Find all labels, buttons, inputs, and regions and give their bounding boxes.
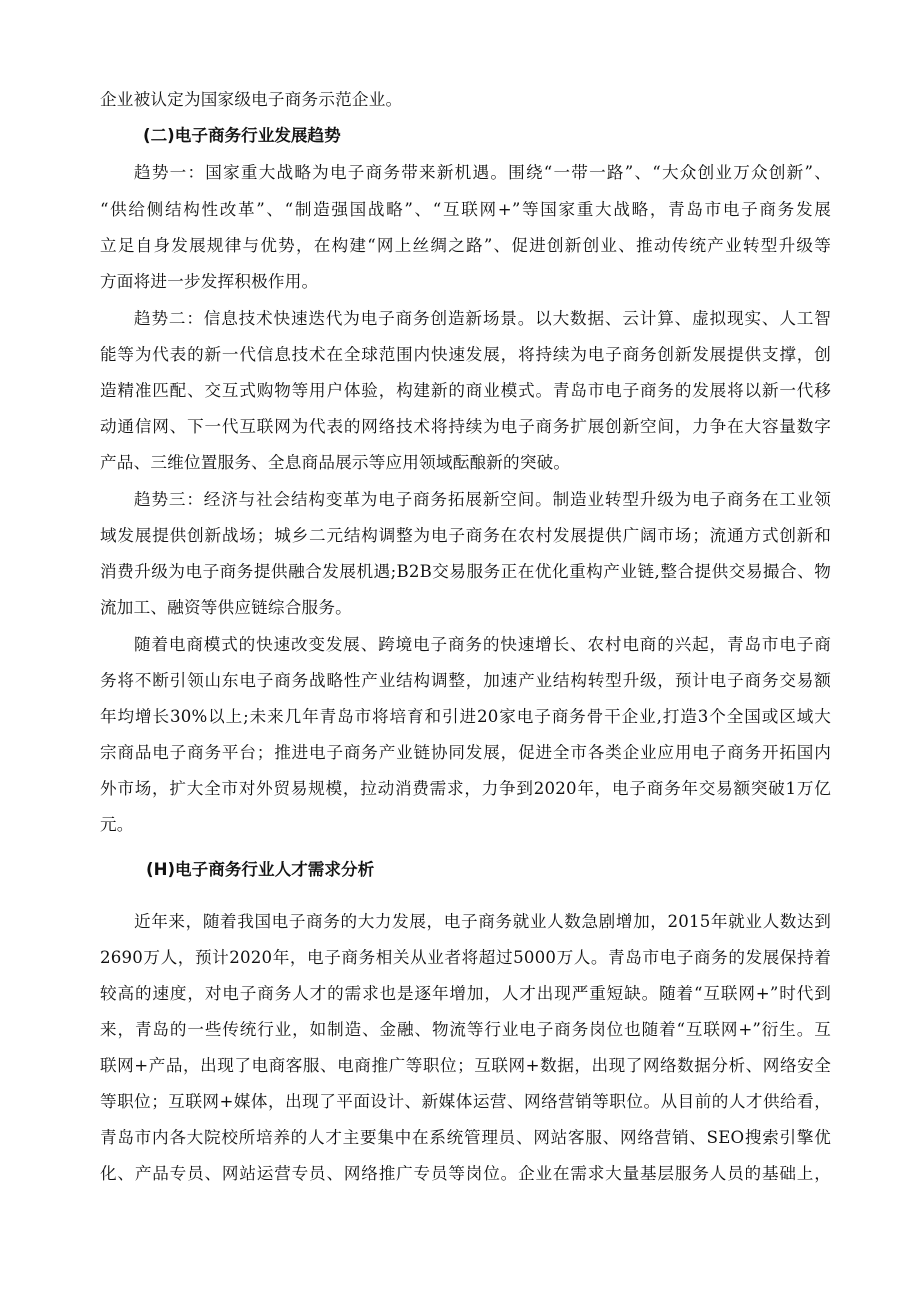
- trend2-line: 造精准匹配、交互式购物等用户体验，构建新的商业模式。青岛市电子商务的发展将以新一代移: [100, 381, 831, 400]
- talent-line: 联网+产品，出现了电商客服、电商推广等职位；互联网+数据，出现了网络数据分析、网络安全: [100, 1056, 831, 1075]
- intro-line: 企业被认定为国家级电子商务示范企业。: [100, 90, 403, 109]
- talent-line: 等职位；互联网+媒体，出现了平面设计、新媒体运营、网络营销等职位。从目前的人才供给看，: [100, 1092, 831, 1111]
- outlook-line: 宗商品电子商务平台；推进电子商务产业链协同发展，促进全市各类企业应用电子商务开拓国内: [100, 743, 831, 762]
- talent-line: 来，青岛的一些传统行业，如制造、金融、物流等行业电子商务岗位也随着“互联网+”衍生。互: [100, 1020, 831, 1039]
- trend3-line: 趋势三：经济与社会结构变革为电子商务拓展新空间。制造业转型升级为电子商务在工业领: [134, 490, 831, 509]
- trend1-line: 趋势一：国家重大战略为电子商务带来新机遇。围绕“一带一路”、“大众创业万众创新”、: [134, 163, 831, 182]
- talent-line: 2690万人，预计2020年，电子商务相关从业者将超过5000万人。青岛市电子商务的发展保持着: [100, 948, 831, 967]
- talent-line: 青岛市内各大院校所培养的人才主要集中在系统管理员、网站客服、网络营销、SEO搜索引擎优: [100, 1128, 831, 1147]
- outlook-line: 外市场，扩大全市对外贸易规模，拉动消费需求，力争到2020年，电子商务年交易额突破1万亿: [100, 779, 831, 798]
- trend3-line: 流加工、融资等供应链综合服务。: [100, 598, 352, 617]
- trend2-line: 能等为代表的新一代信息技术在全球范围内快速发展，将持续为电子商务创新发展提供支撑，创: [100, 345, 831, 364]
- section-heading-talent: (H)电子商务行业人才需求分析: [146, 860, 375, 879]
- outlook-line: 务将不断引领山东电子商务战略性产业结构调整，加速产业结构转型升级，预计电子商务交易额: [100, 671, 831, 690]
- trend1-line: 立足自身发展规律与优势，在构建“网上丝绸之路”、促进创新创业、推动传统产业转型升级等: [100, 236, 831, 255]
- trend1-line: 方面将进一步发挥积极作用。: [100, 272, 319, 291]
- outlook-line: 元。: [100, 815, 134, 834]
- trend2-line: 动通信网、下一代互联网为代表的网络技术将持续为电子商务扩展创新空间，力争在大容量数字: [100, 417, 831, 436]
- trend3-line: 域发展提供创新战场；城乡二元结构调整为电子商务在农村发展提供广阔市场；流通方式创新和: [100, 526, 831, 545]
- talent-line: 较高的速度，对电子商务人才的需求也是逐年增加，人才出现严重短缺。随着“互联网+”时代到: [100, 984, 831, 1003]
- section-heading-trends: (二)电子商务行业发展趋势: [143, 126, 341, 145]
- outlook-line: 随着电商模式的快速改变发展、跨境电子商务的快速增长、农村电商的兴起，青岛市电子商: [134, 635, 831, 654]
- trend2-line: 趋势二：信息技术快速迭代为电子商务创造新场景。以大数据、云计算、虚拟现实、人工智: [134, 309, 831, 328]
- talent-line: 近年来，随着我国电子商务的大力发展，电子商务就业人数急剧增加，2015年就业人数达到: [134, 912, 831, 931]
- trend2-line: 产品、三维位置服务、全息商品展示等应用领域酝酿新的突破。: [100, 453, 571, 472]
- outlook-line: 年均增长30%以上;未来几年青岛市将培育和引进20家电子商务骨干企业,打造3个全国或区域大: [100, 707, 831, 726]
- trend1-line: “供给侧结构性改革”、“制造强国战略”、“互联网+”等国家重大战略，青岛市电子商务发展: [100, 200, 831, 219]
- talent-line: 化、产品专员、网站运营专员、网络推广专员等岗位。企业在需求大量基层服务人员的基础上，: [100, 1164, 831, 1183]
- trend3-line: 消费升级为电子商务提供融合发展机遇;B2B交易服务正在优化重构产业链,整合提供交易撮合、物: [100, 562, 831, 581]
